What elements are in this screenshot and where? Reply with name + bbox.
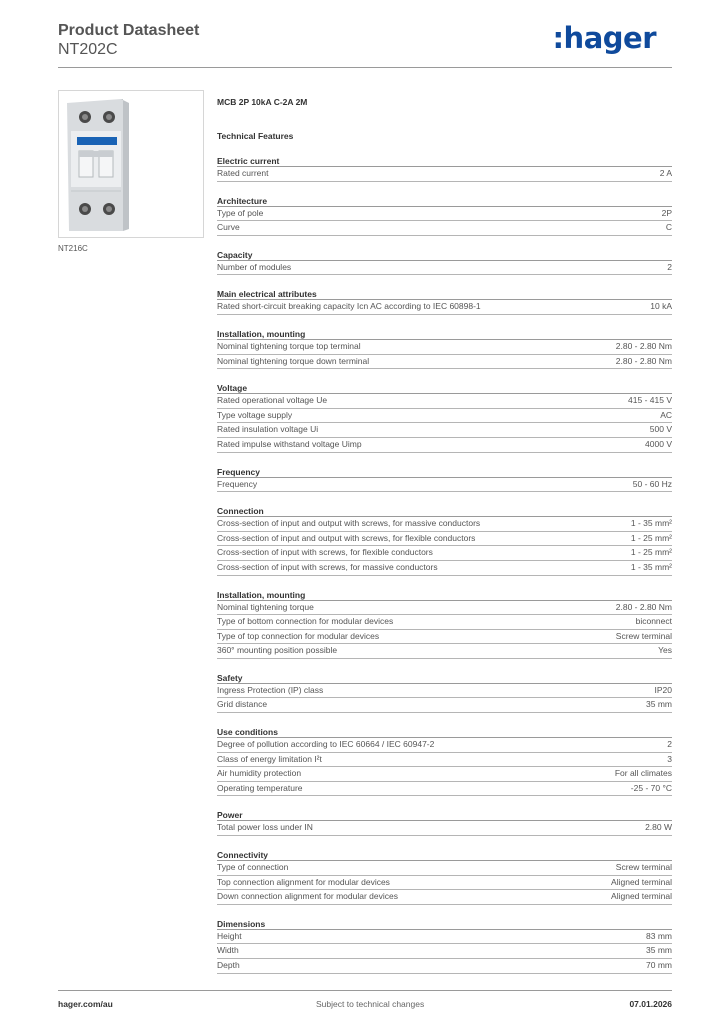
- feature-row: [217, 261, 672, 276]
- feature-value: Screw terminal: [615, 862, 672, 873]
- feature-row: [217, 409, 672, 424]
- circuit-breaker-icon: [59, 91, 203, 237]
- product-code: NT202C: [58, 41, 118, 58]
- feature-row: [217, 684, 672, 699]
- feature-label: Type voltage supply: [217, 409, 293, 420]
- feature-label: Nominal tightening torque top terminal: [217, 340, 361, 351]
- feature-section: [217, 382, 672, 452]
- feature-label: Air humidity protection: [217, 768, 302, 779]
- product-name: MCB 2P 10kA C-2A 2M: [217, 97, 308, 107]
- feature-label: Ingress Protection (IP) class: [217, 684, 324, 695]
- feature-row: [217, 478, 672, 493]
- technical-content: [217, 96, 672, 974]
- feature-row: [217, 876, 672, 891]
- feature-label: Rated impulse withstand voltage Uimp: [217, 438, 362, 449]
- feature-section: [217, 466, 672, 493]
- feature-value: IP20: [654, 684, 672, 695]
- feature-section: [217, 589, 672, 659]
- feature-value: 1 - 35 mm²: [630, 561, 672, 572]
- feature-value: 50 - 60 Hz: [632, 478, 672, 489]
- feature-row: [217, 753, 672, 768]
- page-title: Product Datasheet: [58, 22, 200, 39]
- feature-value: 2: [667, 261, 672, 272]
- feature-value: Yes: [658, 645, 672, 656]
- feature-row: [217, 438, 672, 453]
- feature-row: [217, 221, 672, 236]
- feature-label: Width: [217, 945, 239, 956]
- feature-row: [217, 394, 672, 409]
- section-title: Dimensions: [217, 918, 672, 930]
- feature-label: Cross-section of input with screws, for flexible conductors: [217, 547, 433, 558]
- feature-section: [217, 505, 672, 575]
- hager-logo: :hager: [552, 21, 656, 55]
- feature-row: [217, 738, 672, 753]
- feature-value: 1 - 35 mm²: [630, 518, 672, 529]
- feature-label: 360° mounting position possible: [217, 645, 338, 656]
- feature-value: 2: [667, 739, 672, 750]
- feature-row: [217, 601, 672, 616]
- feature-section: [217, 288, 672, 315]
- feature-value: 70 mm: [646, 960, 672, 970]
- feature-label: Cross-section of input and output with screws, for flexible conductors: [217, 532, 476, 543]
- feature-row: [217, 959, 672, 974]
- feature-label: Nominal tightening torque down terminal: [217, 355, 370, 366]
- feature-label: Top connection alignment for modular devices: [217, 876, 390, 887]
- feature-section: [217, 155, 672, 182]
- feature-label: Grid distance: [217, 699, 268, 710]
- feature-row: [217, 644, 672, 659]
- section-title: Use conditions: [217, 726, 672, 738]
- section-title: Installation, mounting: [217, 589, 672, 601]
- feature-row: [217, 546, 672, 561]
- section-title: Safety: [217, 672, 672, 684]
- feature-label: Frequency: [217, 478, 258, 489]
- feature-label: Rated insulation voltage Ui: [217, 424, 319, 435]
- feature-row: [217, 698, 672, 713]
- feature-value: Aligned terminal: [611, 876, 672, 887]
- section-title: Frequency: [217, 466, 672, 478]
- website-link[interactable]: hager.com/au: [58, 999, 113, 1009]
- feature-value: 415 - 415 V: [628, 395, 672, 406]
- feature-row: [217, 890, 672, 905]
- footer-date: 07.01.2026: [629, 999, 672, 1009]
- feature-row: [217, 207, 672, 222]
- feature-value: 35 mm: [646, 699, 672, 710]
- feature-section: [217, 726, 672, 796]
- feature-row: [217, 423, 672, 438]
- feature-value: -25 - 70 °C: [630, 782, 672, 793]
- feature-label: Cross-section of input with screws, for massive conductors: [217, 561, 438, 572]
- feature-value: 3: [667, 753, 672, 764]
- feature-row: [217, 355, 672, 370]
- feature-value: biconnect: [635, 616, 672, 627]
- feature-label: Type of top connection for modular devices: [217, 630, 380, 641]
- feature-label: Down connection alignment for modular devices: [217, 891, 398, 902]
- feature-value: 4000 V: [645, 438, 672, 449]
- feature-label: Type of bottom connection for modular devices: [217, 616, 394, 627]
- feature-value: Aligned terminal: [611, 891, 672, 902]
- feature-section: [217, 672, 672, 713]
- feature-section: [217, 195, 672, 236]
- feature-value: 10 kA: [650, 301, 672, 312]
- feature-section: [217, 809, 672, 836]
- feature-label: Rated operational voltage Ue: [217, 395, 328, 406]
- features-title: Technical Features: [217, 131, 294, 141]
- feature-label: Nominal tightening torque: [217, 601, 314, 612]
- feature-label: Height: [217, 930, 242, 941]
- section-title: Connection: [217, 505, 672, 517]
- feature-value: 2.80 - 2.80 Nm: [615, 601, 672, 612]
- section-title: Electric current: [217, 155, 672, 167]
- feature-row: [217, 167, 672, 182]
- footer-notice: Subject to technical changes: [316, 999, 425, 1009]
- feature-value: C: [665, 222, 672, 233]
- feature-sections: [217, 155, 672, 974]
- feature-row: [217, 532, 672, 547]
- feature-value: 1 - 25 mm²: [630, 547, 672, 558]
- feature-section: [217, 249, 672, 276]
- feature-row: [217, 615, 672, 630]
- feature-row: [217, 300, 672, 315]
- feature-value: 500 V: [649, 424, 672, 435]
- feature-label: Curve: [217, 222, 240, 233]
- product-image: [58, 90, 204, 238]
- feature-label: Number of modules: [217, 261, 292, 272]
- page-footer: [58, 990, 672, 1009]
- page-header: [58, 22, 672, 68]
- image-caption: NT216C: [58, 244, 88, 253]
- feature-row: [217, 561, 672, 576]
- section-title: Voltage: [217, 382, 672, 394]
- feature-label: Rated current: [217, 168, 269, 178]
- section-title: Connectivity: [217, 849, 672, 861]
- feature-value: For all climates: [614, 768, 672, 779]
- feature-label: Depth: [217, 960, 240, 970]
- feature-value: 35 mm: [646, 945, 672, 956]
- section-title: Capacity: [217, 249, 672, 261]
- feature-value: 1 - 25 mm²: [630, 532, 672, 543]
- feature-section: [217, 918, 672, 974]
- feature-value: 2.80 W: [645, 822, 672, 833]
- feature-value: 2P: [661, 207, 672, 218]
- feature-row: [217, 944, 672, 959]
- feature-section: [217, 849, 672, 905]
- feature-row: [217, 782, 672, 797]
- feature-row: [217, 630, 672, 645]
- feature-value: 2 A: [659, 168, 672, 178]
- feature-label: Type of connection: [217, 862, 289, 873]
- feature-label: Degree of pollution according to IEC 60664 / IEC 60947-2: [217, 739, 435, 750]
- section-title: Installation, mounting: [217, 328, 672, 340]
- feature-row: [217, 821, 672, 836]
- feature-row: [217, 930, 672, 945]
- feature-value: 2.80 - 2.80 Nm: [615, 355, 672, 366]
- feature-value: Screw terminal: [615, 630, 672, 641]
- feature-label: Class of energy limitation I²t: [217, 753, 322, 764]
- section-title: Architecture: [217, 195, 672, 207]
- feature-label: Rated short-circuit breaking capacity Icn AC according to IEC 60898-1: [217, 301, 481, 312]
- feature-row: [217, 517, 672, 532]
- feature-value: 2.80 - 2.80 Nm: [615, 340, 672, 351]
- feature-section: [217, 328, 672, 369]
- feature-value: AC: [660, 409, 672, 420]
- feature-value: 83 mm: [646, 930, 672, 941]
- section-title: Main electrical attributes: [217, 288, 672, 300]
- feature-row: [217, 340, 672, 355]
- feature-label: Cross-section of input and output with screws, for massive conductors: [217, 518, 481, 529]
- feature-row: [217, 861, 672, 876]
- feature-label: Type of pole: [217, 207, 264, 218]
- feature-label: Total power loss under IN: [217, 822, 313, 833]
- section-title: Power: [217, 809, 672, 821]
- feature-label: Operating temperature: [217, 782, 303, 793]
- feature-row: [217, 767, 672, 782]
